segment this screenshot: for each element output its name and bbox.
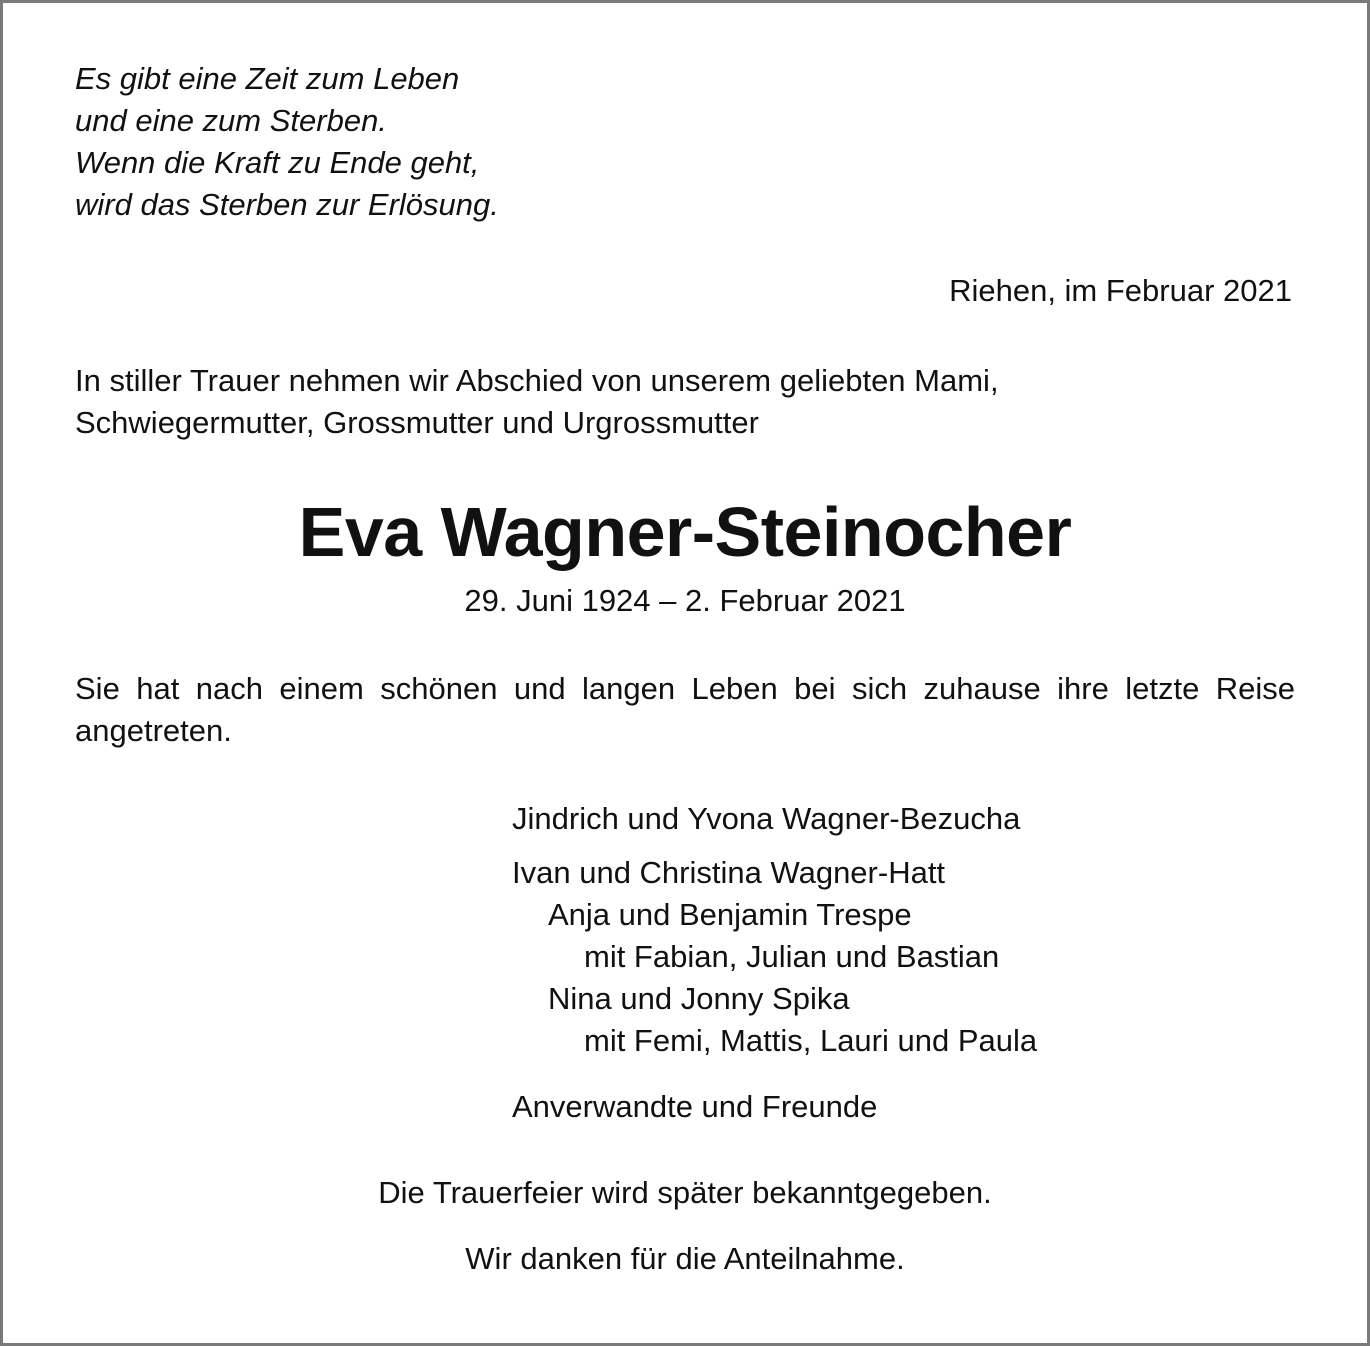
mourner-family: Ivan und Christina Wagner-Hatt bbox=[512, 855, 946, 890]
mourner-family: Jindrich und Yvona Wagner-Bezucha bbox=[512, 801, 1021, 836]
mourner-children: mit Fabian, Julian und Bastian bbox=[584, 939, 1000, 974]
poem-line: und eine zum Sterben. bbox=[75, 103, 387, 138]
mourner-family: Nina und Jonny Spika bbox=[548, 981, 850, 1016]
intro-text bbox=[75, 360, 999, 444]
mourner-others: Anverwandte und Freunde bbox=[512, 1089, 878, 1124]
poem-line: wird das Sterben zur Erlösung. bbox=[75, 187, 499, 222]
life-dates: 29. Juni 1924 – 2. Februar 2021 bbox=[464, 583, 906, 618]
deceased-name: Eva Wagner-Steinocher bbox=[298, 493, 1072, 571]
ceremony-note: Die Trauerfeier wird später bekanntgegeben. bbox=[378, 1175, 992, 1210]
mourner-family: Anja und Benjamin Trespe bbox=[548, 897, 912, 932]
intro-line: In stiller Trauer nehmen wir Abschied von unserem geliebten Mami, bbox=[75, 363, 999, 398]
body-text: Sie hat nach einem schönen und langen Leben bei sich zuhause ihre letzte Reise angetreten. bbox=[75, 671, 1295, 748]
mourner-children: mit Femi, Mattis, Lauri und Paula bbox=[584, 1023, 1038, 1058]
poem-line: Es gibt eine Zeit zum Leben bbox=[75, 61, 460, 96]
intro-line: Schwiegermutter, Grossmutter und Urgrossmutter bbox=[75, 405, 759, 440]
poem bbox=[75, 58, 499, 226]
mourners-list bbox=[512, 798, 1037, 1128]
thanks-note: Wir danken für die Anteilnahme. bbox=[465, 1241, 905, 1276]
place-date: Riehen, im Februar 2021 bbox=[949, 273, 1292, 308]
poem-line: Wenn die Kraft zu Ende geht, bbox=[75, 145, 480, 180]
